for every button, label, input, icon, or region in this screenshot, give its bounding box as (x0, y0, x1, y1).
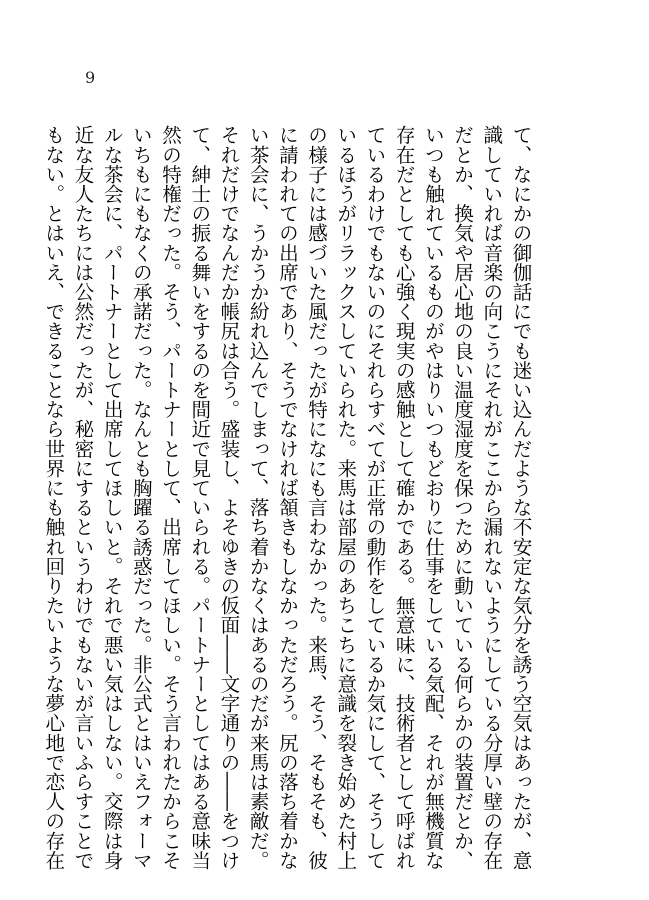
text-line: て、なにかの御伽話にでも迷い込んだような不安定な気分を誘う空気はあったが、意 (509, 125, 532, 870)
text-line: それだけでなんだか帳尻は合う。盛装し、よそゆきの仮面――文字通りの――をつけ (216, 125, 240, 870)
text-line: 然の特権だった。そう、パートナーとして、出席してほしい。そう言われたからこそ (158, 125, 182, 870)
text-line: に請われての出席であり、そうでなければ頷きもしなかっただろう。尻の落ち着かな (275, 125, 299, 870)
text-line: ているわけでもないのにそれらすべてが正常の動作をしているか気にして、そうして (362, 125, 386, 870)
text-line: ルな茶会に、パートナーとして出席してほしいと。それで悪い気はしない。交際は身 (100, 125, 124, 870)
text-line: いつも触れているものがやはりいつもどおりに仕事をしている気配、それが無機質な (421, 125, 445, 870)
text-line: い茶会に、うかうか紛れ込んでしまって、落ち着かなくはあるのだが来馬は素敵だ。 (246, 125, 270, 870)
text-line: 識していれば音楽の向こうにそれがここから漏れないようにしている分厚い壁の存在 (479, 125, 503, 870)
page-number: 9 (85, 68, 96, 87)
text-line: の様子には感づいた風だったが特になにも言わなかった。来馬、そう、そもそも、彼 (304, 125, 328, 870)
body-text (41, 125, 535, 870)
text-line: もない。とはいえ、できることなら世界にも触れ回りたいような夢心地で恋人の存在 (41, 125, 65, 870)
text-line: 近な友人たちには公然だったが、秘密にするというわけでもないが言いふらすことで (70, 125, 94, 870)
text-line: いちもにもなくの承諾だった。なんとも胸躍る誘惑だった。非公式とはいえフォーマ (129, 125, 153, 870)
text-line: て、紳士の振る舞いをするのを間近で見ていられる。パートナーとしてはある意味当 (187, 125, 211, 870)
text-line: いるほうがリラックスしていられた。来馬は部屋のあちこちに意識を裂き始めた村上 (333, 125, 357, 870)
text-line: だとか、換気や居心地の良い温度湿度を保つために動いている何らかの装置だとか、 (450, 125, 474, 870)
text-line: 存在だとしても心強く現実の感触として確かである。無意味に、技術者として呼ばれ (392, 125, 416, 870)
